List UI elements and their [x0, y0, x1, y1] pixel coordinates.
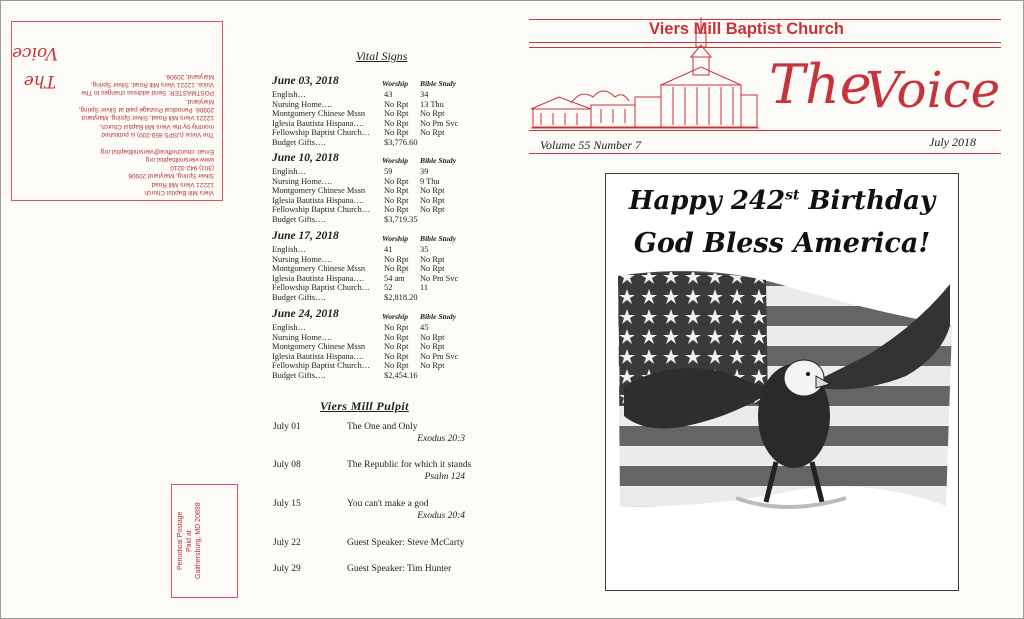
- stat-row: Montgomery Chinese Mssn No Rpt No Rpt: [272, 264, 445, 274]
- week-block: [272, 310, 472, 381]
- week-date: June 24, 2018: [272, 308, 339, 320]
- pulpit-title: Viers Mill Pulpit: [320, 399, 409, 413]
- stat-row: Nursing Home…. No Rpt No Rpt: [272, 254, 445, 264]
- eagle-flag-illustration: [616, 266, 954, 584]
- week-date: June 17, 2018: [272, 230, 339, 242]
- sermon-title: Guest Speaker: Tim Hunter: [347, 564, 452, 574]
- stat-row: English… No Rpt 45: [272, 323, 429, 332]
- stat-row: Budget Gifts…. $2,818.20: [272, 292, 418, 302]
- svg-text:Voice: Voice: [12, 43, 58, 63]
- poster-headline: Happy 242st Birthday: [628, 186, 936, 216]
- sermon-scripture: Exodus 20:3: [417, 434, 465, 444]
- stat-row: English… 41 35: [272, 245, 429, 254]
- mailing-line: Viers Mill Baptist Church: [144, 189, 214, 196]
- issue-date: July 2018: [929, 135, 976, 149]
- mailing-line: Maryland.: [185, 97, 214, 105]
- stat-row: Budget Gifts…. $3,776.60: [272, 137, 418, 147]
- stat-row: Nursing Home…. No Rpt 13 Thu: [272, 99, 444, 109]
- week-date: June 10, 2018: [272, 152, 339, 164]
- worship-header: Worship: [382, 79, 409, 88]
- sermon-date: July 29: [273, 564, 301, 574]
- week-date: June 03, 2018: [272, 75, 339, 87]
- stat-row: Montgomery Chinese Mssn No Rpt No Rpt: [272, 186, 445, 196]
- bible-study-header: Bible Study: [420, 79, 457, 88]
- masthead-rule: [529, 130, 1001, 131]
- sermon-date: July 08: [273, 460, 301, 470]
- postage-line: Periodical Postage: [177, 511, 184, 571]
- mailing-text: [64, 72, 214, 196]
- the-voice-logo: [12, 40, 62, 100]
- mailing-line: Silver Spring, Maryland 20906: [128, 172, 214, 180]
- stat-row: Iglesia Bautista Hispana…. No Rpt No Pm Svc: [272, 351, 459, 361]
- sermon-date: July 15: [273, 499, 301, 509]
- bible-study-header: Bible Study: [420, 234, 457, 243]
- postage-line: Gaithersburg, MD 20898: [195, 502, 202, 580]
- stat-row: Iglesia Bautista Hispana…. 54 am No Pm Svc: [272, 273, 459, 283]
- week-block: [272, 77, 472, 148]
- title-word-the: The: [769, 53, 872, 116]
- bible-study-header: Bible Study: [420, 312, 457, 321]
- stat-row: English… 43 34: [272, 90, 429, 99]
- title-word-voice: Voice: [865, 61, 1001, 119]
- mailing-line: 12221 Viers Mill Road: [151, 180, 214, 188]
- volume-number: Volume 55 Number 7: [540, 138, 641, 152]
- sermon-scripture: Exodus 20:4: [417, 511, 465, 521]
- stat-row: Nursing Home…. No Rpt No Rpt: [272, 332, 445, 342]
- sermon-date: July 22: [273, 538, 301, 548]
- stat-row: Fellowship Baptist Church… 52 11: [272, 283, 429, 293]
- mailing-line: 12221 Viers Mill Road, Silver Spring, Maryland: [81, 114, 214, 122]
- stat-row: Montgomery Chinese Mssn No Rpt No Rpt: [272, 342, 445, 352]
- stat-row: Montgomery Chinese Mssn No Rpt No Rpt: [272, 109, 445, 119]
- mailing-line: 20906. Periodical Postage paid at Silver Spring,: [78, 106, 214, 114]
- church-name: Viers Mill Baptist Church: [649, 20, 844, 38]
- mailing-line: www.viersmillbaptist.org: [145, 155, 214, 163]
- the-voice-title: [767, 45, 1007, 135]
- sermon-title: The Republic for which it stands: [347, 460, 472, 470]
- week-block: [272, 232, 472, 303]
- mailing-line: The Voice (USPS 659-200) is published: [101, 130, 214, 138]
- stat-row: Iglesia Bautista Hispana…. No Rpt No Rpt: [272, 195, 445, 205]
- mailing-line: (301) 942-3210: [170, 164, 214, 172]
- svg-text:The: The: [23, 71, 56, 91]
- stat-row: English… 59 39: [272, 167, 429, 176]
- stat-row: Iglesia Bautista Hispana…. No Rpt No Pm Svc: [272, 118, 459, 128]
- postage-line: Paid at: [186, 530, 193, 552]
- mailing-line: [64, 138, 214, 146]
- poster-subheadline: God Bless America!: [633, 228, 931, 259]
- mailing-line: Voice, 12221 Viers Mill Road, Silver Spring,: [90, 81, 214, 89]
- mailing-line: Maryland, 20906.: [164, 72, 214, 80]
- mailing-line: Email: churchoffice@viersmillbaptist.org: [100, 147, 214, 155]
- stat-row: Fellowship Baptist Church… No Rpt No Rpt: [272, 361, 445, 371]
- mailing-line: POSTMASTER: Send address changes to The: [81, 89, 214, 97]
- vital-signs-title: Vital Signs: [356, 49, 408, 63]
- stat-row: Fellowship Baptist Church… No Rpt No Rpt: [272, 128, 445, 138]
- church-building-illustration: [531, 15, 759, 131]
- postage-box: [171, 484, 238, 598]
- stat-row: Nursing Home…. No Rpt 9 Thu: [272, 176, 440, 186]
- bible-study-header: Bible Study: [420, 156, 457, 165]
- sermon-title: The One and Only: [347, 422, 418, 432]
- worship-header: Worship: [382, 156, 409, 165]
- mailing-address-panel: [11, 21, 223, 201]
- birthday-poster: [605, 173, 959, 591]
- mailing-line: monthly by the Viers Mill Baptist Church,: [99, 122, 214, 130]
- stat-row: Fellowship Baptist Church… No Rpt No Rpt: [272, 205, 445, 215]
- stat-row: Budget Gifts…. $3,719.35: [272, 214, 418, 224]
- sermon-scripture: Psalm 124: [424, 472, 465, 482]
- worship-header: Worship: [382, 312, 409, 321]
- worship-header: Worship: [382, 234, 409, 243]
- masthead-rule: [529, 153, 1001, 154]
- stat-row: Budget Gifts…. $2,454.16: [272, 370, 418, 380]
- week-block: [272, 154, 472, 225]
- sermon-title: You can't make a god: [347, 499, 429, 509]
- sermon-date: July 01: [273, 422, 301, 432]
- sermon-title: Guest Speaker: Steve McCarty: [347, 538, 465, 548]
